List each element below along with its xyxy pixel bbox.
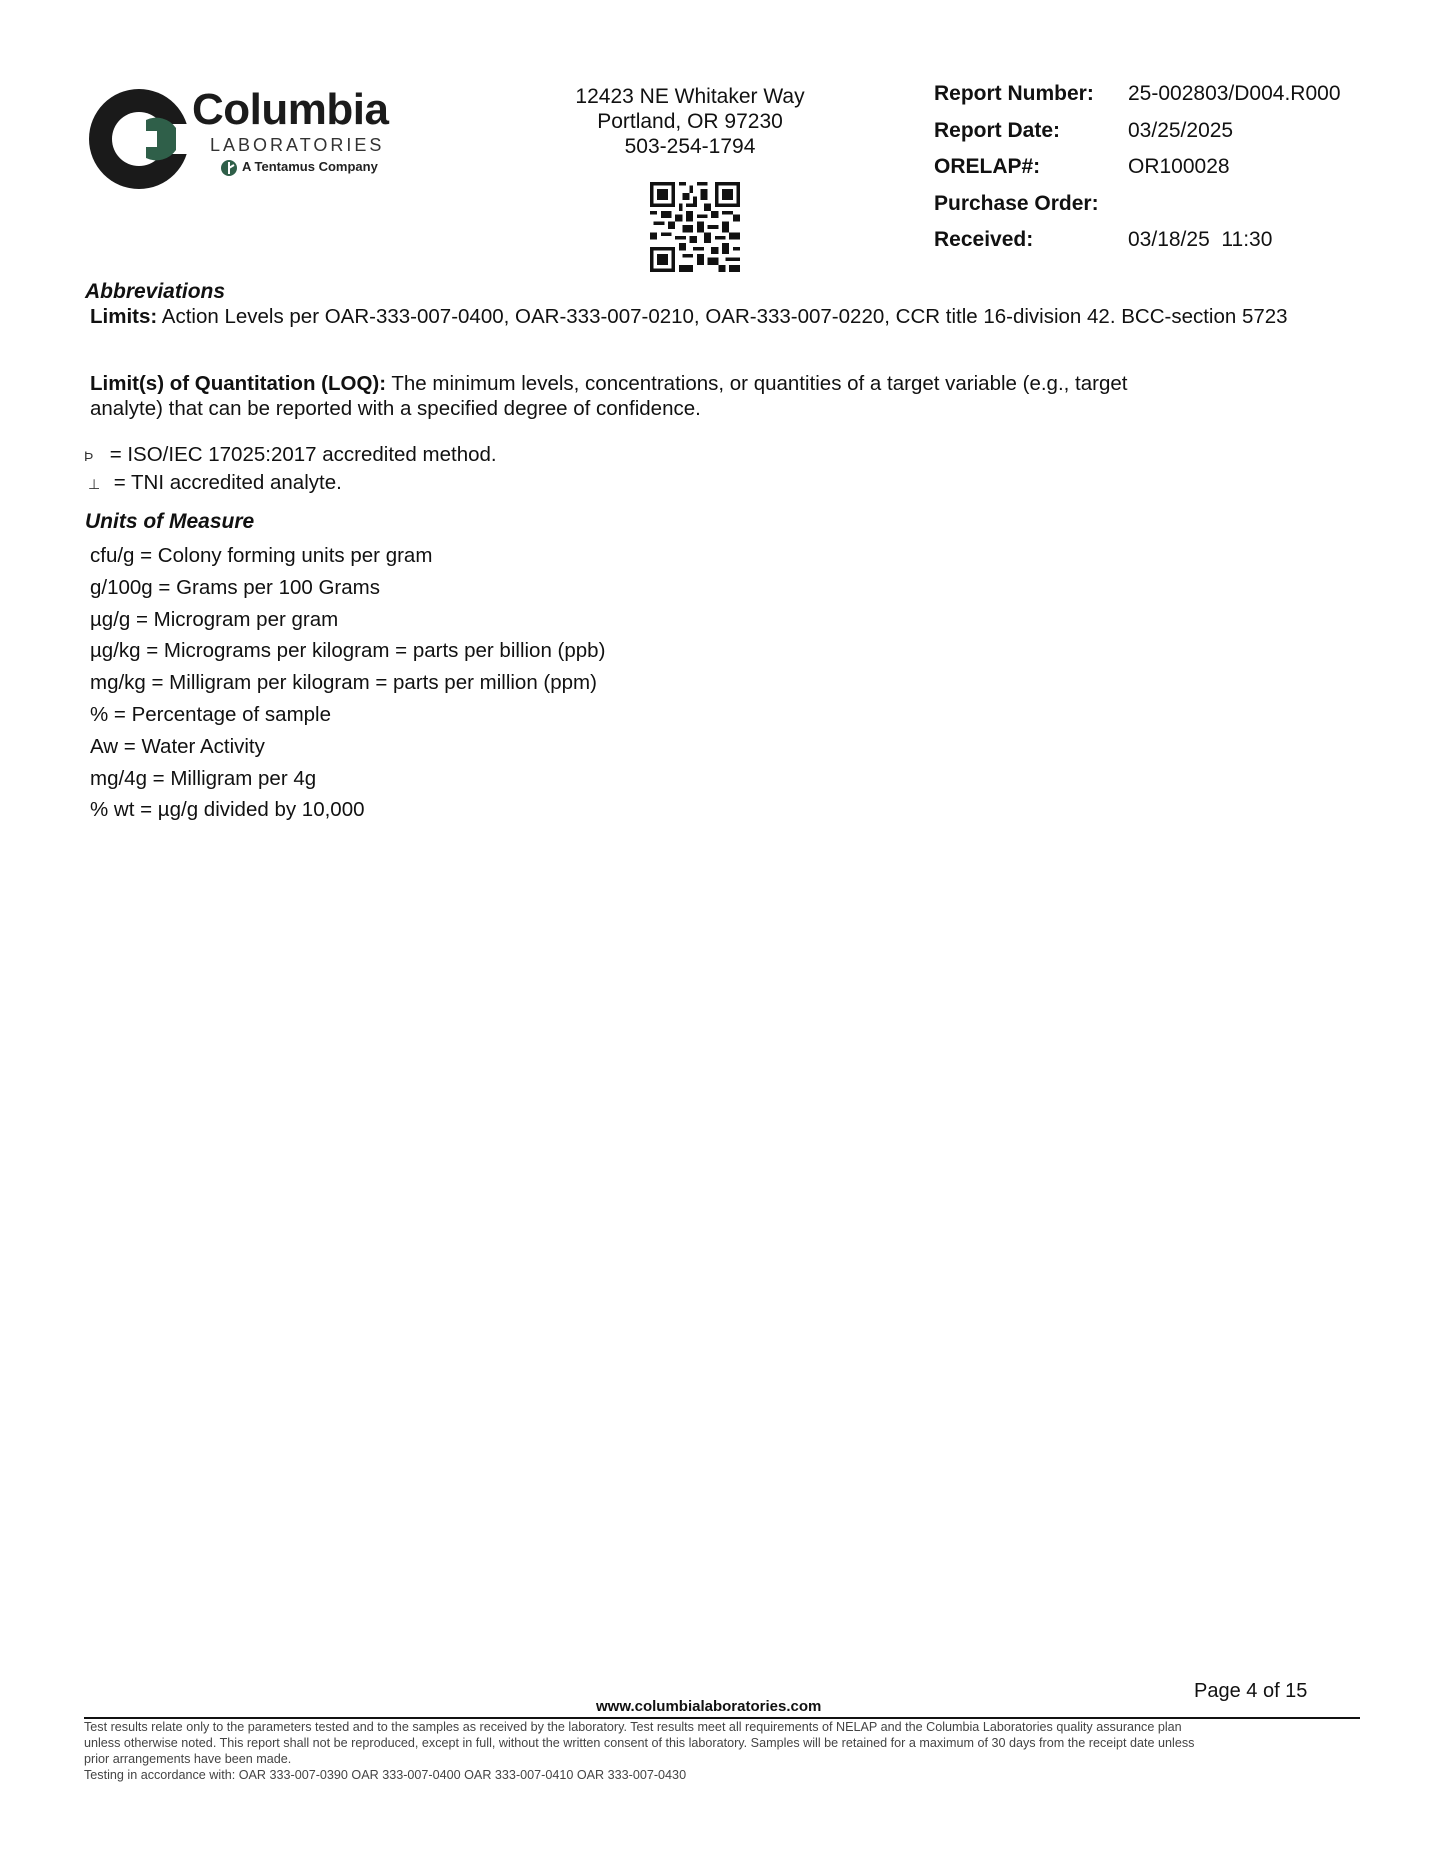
unit-item: g/100g = Grams per 100 Grams bbox=[90, 575, 380, 599]
tni-symbol: ⊥ bbox=[88, 476, 101, 492]
loq-line-1 bbox=[90, 371, 1290, 396]
loq-label: Limit(s) of Quantitation (LOQ): bbox=[90, 372, 387, 395]
received-value: 03/18/25 11:30 bbox=[1128, 228, 1273, 251]
report-date-value: 03/25/2025 bbox=[1128, 118, 1234, 142]
units-list bbox=[90, 540, 605, 826]
loq-definition bbox=[90, 371, 1290, 421]
units-heading: Units of Measure bbox=[85, 510, 255, 533]
unit-item: cfu/g = Colony forming units per gram bbox=[90, 544, 433, 567]
company-name: Columbia bbox=[192, 85, 389, 134]
loq-text-1: The minimum levels, concentrations, or quantities of a target variable (e.g., target bbox=[386, 372, 1128, 395]
disclaimer-line-3: prior arrangements have been made. bbox=[84, 1752, 292, 1766]
tni-text: = TNI accredited analyte. bbox=[108, 471, 342, 494]
orelap-value: OR100028 bbox=[1128, 155, 1230, 178]
footer-disclaimer bbox=[84, 1719, 1364, 1783]
abbreviations-heading: Abbreviations bbox=[85, 280, 226, 303]
unit-item: mg/4g = Milligram per 4g bbox=[90, 766, 317, 790]
tni-accreditation-note bbox=[88, 470, 342, 497]
limits-definition bbox=[90, 304, 1288, 329]
address-street: 12423 NE Whitaker Way bbox=[575, 85, 805, 108]
company-tagline: A Tentamus Company bbox=[242, 159, 378, 174]
iso-symbol: Þ bbox=[84, 448, 94, 464]
address-city: Portland, OR 97230 bbox=[597, 110, 783, 133]
report-number-value: 25-002803/D004.R000 bbox=[1128, 82, 1341, 105]
address-phone: 503-254-1794 bbox=[624, 135, 756, 158]
footer-website-link[interactable]: www.columbialaboratories.com bbox=[596, 1698, 822, 1715]
disclaimer-line-2: unless otherwise noted. This report shall not be reproduced, except in full, without the written consent of this laboratory. Samples will be retained for a maximum of 30 days from the receipt date unless bbox=[84, 1736, 1195, 1750]
limits-text: Action Levels per OAR-333-007-0400, OAR-333-007-0210, OAR-333-007-0220, CCR title 16-division 42. BCC-section 5723 bbox=[157, 305, 1288, 328]
unit-item: mg/kg = Milligram per kilogram = parts per million (ppm) bbox=[90, 671, 597, 695]
unit-item: µg/kg = Micrograms per kilogram = parts per billion (ppb) bbox=[90, 639, 606, 663]
loq-text-2: analyte) that can be reported with a specified degree of confidence. bbox=[90, 397, 701, 420]
unit-item: Aw = Water Activity bbox=[90, 734, 265, 758]
page-number: Page 4 of 15 bbox=[1194, 1680, 1308, 1702]
lab-address bbox=[560, 84, 820, 159]
company-subtitle: LABORATORIES bbox=[210, 135, 385, 155]
limits-label: Limits: bbox=[90, 305, 158, 328]
iso-text: = ISO/IEC 17025:2017 accredited method. bbox=[104, 443, 497, 466]
unit-item: % = Percentage of sample bbox=[90, 702, 332, 726]
report-date-label: Report Date: bbox=[934, 118, 1061, 142]
testing-standards-line: Testing in accordance with: OAR 333-007-0390 OAR 333-007-0400 OAR 333-007-0410 OAR 333-007-0430 bbox=[84, 1768, 687, 1782]
disclaimer-line-1: Test results relate only to the parameters tested and to the samples as received by the laboratory. Test results meet all requirements of NELAP and the Columbia Laboratories quality assurance plan bbox=[84, 1720, 1182, 1734]
qr-code-icon bbox=[650, 182, 740, 272]
report-number-label: Report Number: bbox=[934, 82, 1094, 105]
orelap-label: ORELAP#: bbox=[934, 155, 1041, 178]
columbia-logo-mark-icon bbox=[84, 84, 194, 194]
company-logo bbox=[84, 84, 414, 194]
unit-item: % wt = µg/g divided by 10,000 bbox=[90, 798, 365, 822]
tentamus-leaf-icon bbox=[220, 159, 238, 177]
received-label: Received: bbox=[934, 228, 1034, 251]
unit-item: µg/g = Microgram per gram bbox=[90, 607, 339, 631]
purchase-order-label: Purchase Order: bbox=[934, 191, 1099, 215]
iso-accreditation-note bbox=[84, 442, 497, 469]
